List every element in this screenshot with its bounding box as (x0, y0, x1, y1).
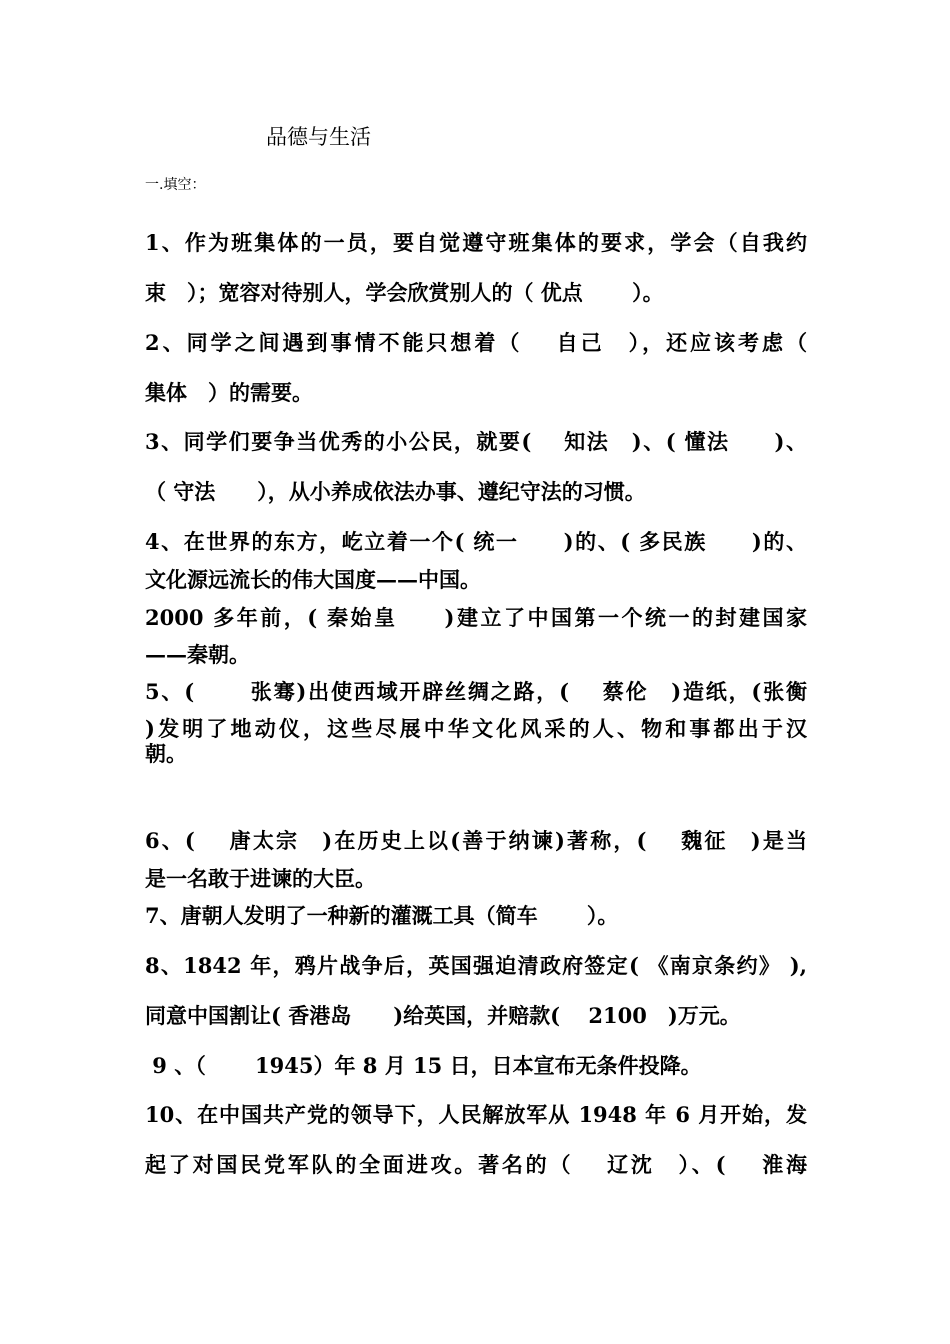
question-10-line-1: 10、在中国共产党的领导下，人民解放军从 1948 年 6 月开始，发 (145, 1102, 807, 1127)
question-2-line-2: 集体 ）的需要。 (145, 380, 313, 405)
question-3-line-1: 3、同学们要争当优秀的小公民，就要( 知法 )、( 懂法 )、 (145, 429, 807, 454)
section-heading: 一.填空： (145, 177, 206, 193)
question-4-line-4: ——秦朝。 (145, 642, 250, 667)
question-5-line-2: )发明了地动仪，这些尽展中华文化风采的人、物和事都出于汉 (145, 716, 807, 741)
question-6-line-2: 是一名敢于进谏的大臣。 (145, 866, 376, 891)
question-1-line-2: 束 ）；宽容对待别人，学会欣赏别人的（ 优点 ）。 (145, 280, 664, 305)
question-2-line-1: 2、同学之间遇到事情不能只想着（ 自己 ），还应该考虑（ (145, 330, 807, 355)
question-4-line-1: 4、在世界的东方，屹立着一个( 统一 )的、( 多民族 )的、 (145, 529, 807, 554)
document-title: 品德与生活 (266, 125, 371, 149)
question-5-line-1: 5、( 张骞)出使西域开辟丝绸之路，( 蔡伦 )造纸，(张衡 (145, 679, 807, 704)
question-4-line-2: 文化源远流长的伟大国度——中国。 (145, 567, 481, 592)
question-1-line-1: 1、作为班集体的一员，要自觉遵守班集体的要求，学会（自我约 (145, 230, 807, 255)
question-4-line-3: 2000 多年前，( 秦始皇 )建立了中国第一个统一的封建国家 (145, 605, 807, 630)
question-10-line-2: 起了对国民党军队的全面进攻。著名的（ 辽沈 ）、( 淮海 (145, 1152, 807, 1177)
question-8-line-2: 同意中国割让( 香港岛 )给英国，并赔款( 2100 )万元。 (145, 1003, 741, 1028)
question-6-line-1: 6、( 唐太宗 )在历史上以(善于纳谏)著称，( 魏征 )是当 (145, 828, 807, 853)
question-7-line-1: 7、唐朝人发明了一种新的灌溉工具（简车 ）。 (145, 903, 619, 928)
question-3-line-2: （ 守法 ），从小养成依法办事、遵纪守法的习惯。 (145, 479, 646, 504)
question-8-line-1: 8、1842 年，鸦片战争后，英国强迫清政府签定( 《南京条约》 ), (145, 953, 807, 978)
question-5-line-3: 朝。 (145, 741, 187, 766)
question-9-line-1: 9 、（ 1945）年 8 月 15 日，日本宣布无条件投降。 (145, 1053, 702, 1078)
